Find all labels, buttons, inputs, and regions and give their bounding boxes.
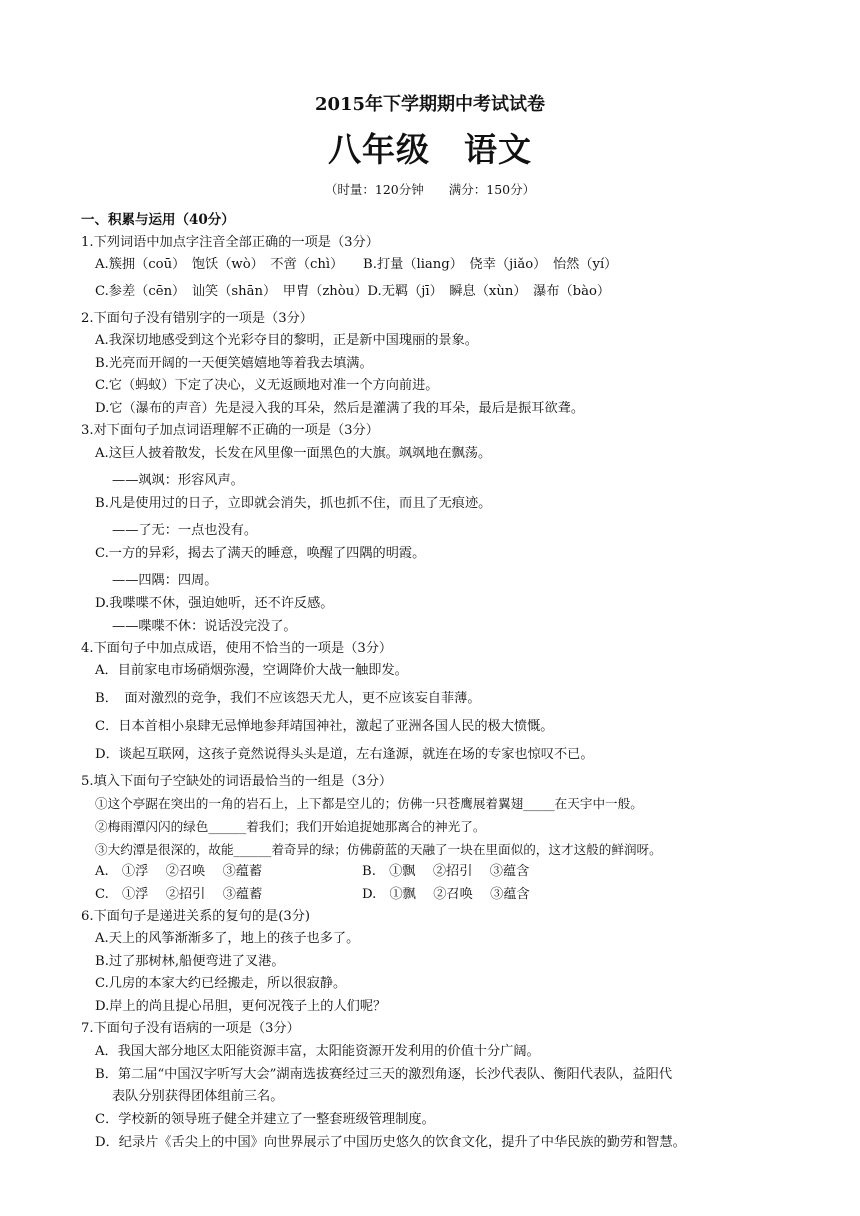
question-5-stem: 5.填入下面句子空缺处的词语最恰当的一组是（3分） xyxy=(81,774,393,789)
question-6-option-a: A.天上的风筝渐渐多了，地上的孩子也多了。 xyxy=(95,931,360,946)
question-5-option-c: C. ①浮 ②招引 ③蕴蓄 xyxy=(95,887,263,902)
grade-subject-heading: 八年级 语文 xyxy=(328,130,532,169)
question-4-option-a: A．目前家电市场硝烟弥漫，空调降价大战一触即发。 xyxy=(95,663,408,678)
question-7-stem: 7.下面句子没有语病的一项是（3分） xyxy=(81,1021,300,1036)
question-3-stem: 3.对下面句子加点词语理解不正确的一项是（3分） xyxy=(81,423,379,438)
question-3-explanation-a: ——飒飒：形容风声。 xyxy=(112,473,244,488)
question-3-option-c: C.一方的异彩，揭去了满天的睡意，唤醒了四隅的明霞。 xyxy=(95,546,426,561)
question-7-option-c: C．学校新的领导班子健全并建立了一整套班级管理制度。 xyxy=(95,1112,435,1127)
question-4-stem: 4.下面句子中加点成语，使用不恰当的一项是（3分） xyxy=(81,641,393,656)
question-2-option-c: C.它（蚂蚁）下定了决心，义无返顾地对准一个方向前进。 xyxy=(95,378,439,393)
question-1-option-line: C.参差（cēn） 讪笑（shān） 甲胄（zhòu）D.无羁（jī） 瞬息（xùn） 瀑布（bào） xyxy=(95,284,611,299)
question-6-option-b: B.过了那树林,船便弯进了叉港。 xyxy=(95,954,285,969)
question-5-option-a: A. ①浮 ②召唤 ③蕴蓄 xyxy=(95,864,263,879)
question-5-sentence-1: ①这个亭踞在突出的一角的岩石上，上下都是空儿的；仿佛一只苍鹰展着翼翅_____在天宇中一般。 xyxy=(95,796,643,811)
question-1-stem: 1.下列词语中加点字注音全部正确的一项是（3分） xyxy=(81,235,379,250)
question-5-sentence-3: ③大约潭是很深的，故能______着奇异的绿；仿佛蔚蓝的天融了一块在里面似的，这才这般的鲜润呀。 xyxy=(95,842,662,857)
question-4-option-b: B． 面对激烈的竞争，我们不应该怨天尤人，更不应该妄自菲薄。 xyxy=(95,691,481,706)
question-7-option-b: B．第二届“中国汉字听写大会”湖南选拔赛经过三天的激烈角逐，长沙代表队、衡阳代表队，益阳代 xyxy=(95,1067,673,1082)
question-2-option-d: D.它（瀑布的声音）先是浸入我的耳朵，然后是灌满了我的耳朵，最后是振耳欲聋。 xyxy=(95,401,585,416)
question-3-option-a: A.这巨人披着散发，长发在风里像一面黑色的大旗。飒飒地在飘荡。 xyxy=(95,446,492,461)
question-3-explanation-c: ——四隅：四周。 xyxy=(112,573,218,588)
question-2-option-b: B.光亮而开阔的一天便笑嬉嬉地等着我去填满。 xyxy=(95,356,373,371)
question-3-option-d: D.我喋喋不休，强迫她听，还不许反感。 xyxy=(95,596,334,611)
question-6-stem: 6.下面句子是递进关系的复句的是(3分) xyxy=(81,909,311,924)
question-5-option-b: B. ①飘 ②招引 ③蕴含 xyxy=(362,864,530,879)
question-6-option-d: D.岸上的尚且提心吊胆，更何况筏子上的人们呢？ xyxy=(95,999,387,1014)
section-heading: 一、积累与运用（40分） xyxy=(81,212,235,228)
question-5-option-d: D. ①飘 ②召唤 ③蕴含 xyxy=(362,887,530,902)
exam-time-score: （时量：120分钟 满分：150分） xyxy=(324,182,536,197)
question-3-option-b: B.凡是使用过的日子，立即就会消失，抓也抓不住，而且了无痕迹。 xyxy=(95,496,492,511)
question-4-option-c: C．日本首相小泉肆无忌惮地参拜靖国神社，激起了亚洲各国人民的极大愤慨。 xyxy=(95,719,554,734)
question-7-option-b-continued: 表队分别获得团体组前三名。 xyxy=(112,1089,284,1104)
question-7-option-a: A．我国大部分地区太阳能资源丰富，太阳能资源开发利用的价值十分广阔。 xyxy=(95,1044,540,1059)
question-3-explanation-b: ——了无：一点也没有。 xyxy=(112,523,258,538)
question-3-explanation-d: ——喋喋不休：说话没完没了。 xyxy=(112,619,297,634)
question-5-sentence-2: ②梅雨潭闪闪的绿色______着我们；我们开始追捉她那离合的神光了。 xyxy=(95,819,486,834)
question-2-stem: 2.下面句子没有错别字的一项是（3分） xyxy=(81,311,313,326)
question-4-option-d: D．谈起互联网，这孩子竟然说得头头是道，左右逢源，就连在场的专家也惊叹不已。 xyxy=(95,747,594,762)
question-6-option-c: C.几房的本家大约已经搬走，所以很寂静。 xyxy=(95,976,347,991)
question-2-option-a: A.我深切地感受到这个光彩夺目的黎明，正是新中国瑰丽的景象。 xyxy=(95,333,478,348)
question-1-option-line: A.簇拥（coū） 饱饫（wò） 不啻（chì） B.打量（liang） 侥幸（jiǎo） 怡然（yí） xyxy=(95,257,618,272)
exam-title: 2015年下学期期中考试试卷 xyxy=(314,94,546,115)
question-7-option-d: D．纪录片《舌尖上的中国》向世界展示了中国历史悠久的饮食文化，提升了中华民族的勤劳和智慧。 xyxy=(95,1135,686,1150)
